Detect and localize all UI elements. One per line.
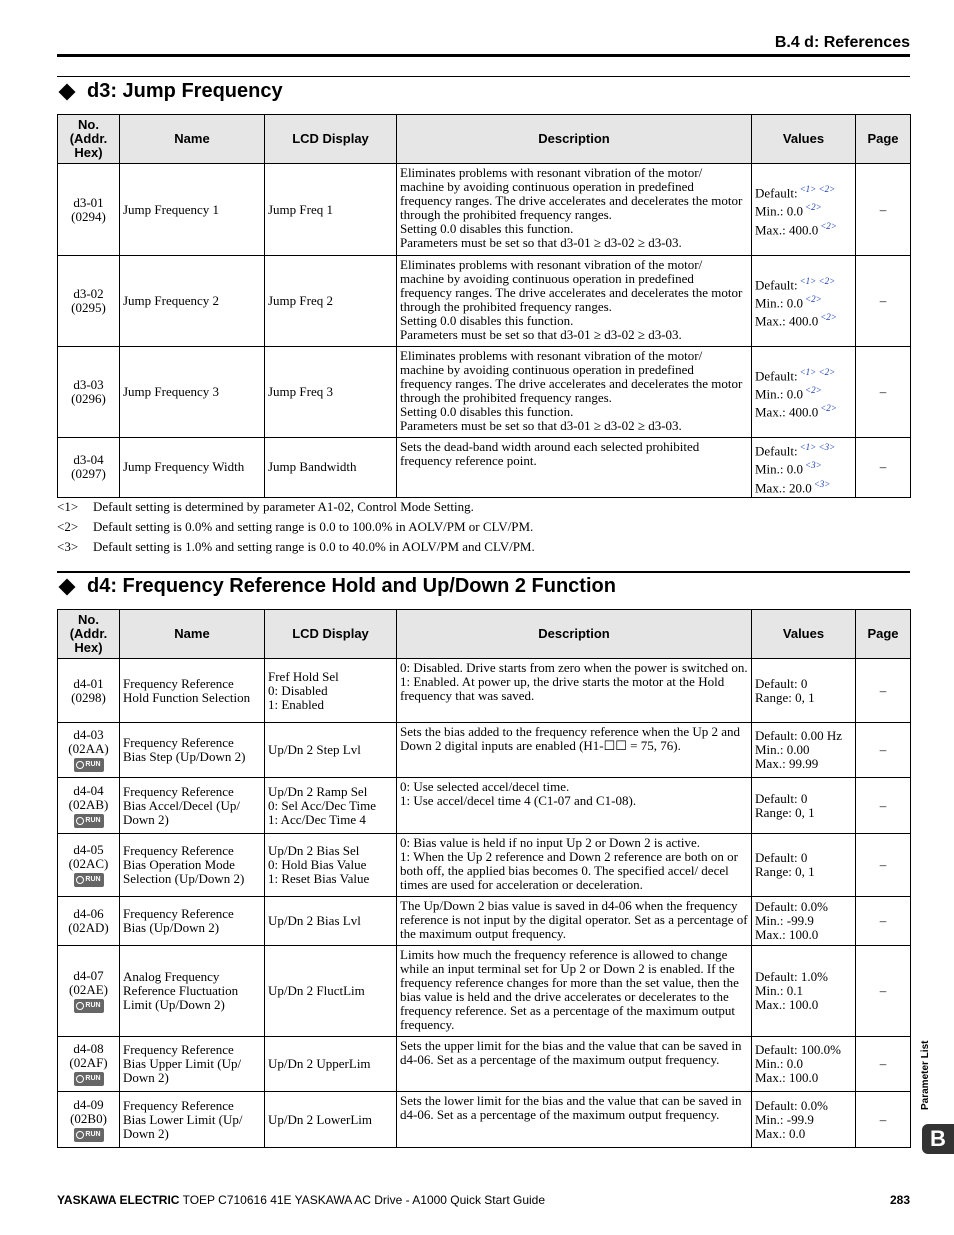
param-name: Frequency Reference Bias Step (Up/Down 2): [120, 723, 265, 778]
param-address: (02AE): [69, 982, 108, 997]
footnote-ref: <2>: [820, 403, 837, 414]
param-address: (02AC): [68, 856, 109, 871]
param-page: –: [856, 778, 911, 834]
d3-parameter-table: [57, 114, 911, 498]
value-max: Max.: 400.0: [755, 221, 819, 237]
footer-doc: [57, 1193, 545, 1207]
param-number: d4-01: [73, 675, 104, 691]
value-max: Max.: 400.0: [755, 313, 819, 329]
table-row: [58, 659, 911, 723]
param-address: (02B0): [70, 1110, 107, 1126]
param-number: d4-03: [73, 727, 104, 742]
col-header-name: Name: [120, 610, 265, 659]
param-lcd-display: Up/Dn 2 Step Lvl: [265, 723, 397, 778]
param-number-cell: [58, 897, 120, 946]
side-tab-label: Parameter List: [920, 1040, 931, 1110]
param-number: d4-09: [73, 1096, 104, 1112]
param-address: (0294): [71, 208, 106, 224]
param-number: d4-08: [73, 1041, 104, 1056]
footnote-ref: <1> <2>: [799, 184, 836, 194]
param-page: –: [856, 897, 911, 946]
run-label: RUN: [85, 816, 101, 824]
param-number: d4-07: [73, 968, 104, 983]
section-rule-d4: [57, 571, 910, 573]
value-default: Default:: [755, 185, 798, 201]
param-values: Default: 0 Range: 0, 1: [752, 659, 856, 723]
header-title: B.4 d: References: [774, 34, 910, 51]
param-lcd-display: Jump Freq 1: [265, 164, 397, 256]
section-title-d3-text: d3: Jump Frequency: [87, 80, 283, 102]
footnote-ref: <2>: [805, 293, 822, 304]
run-mode-icon: [74, 999, 104, 1013]
param-number: d3-04: [73, 452, 104, 468]
param-number-cell: [58, 946, 120, 1037]
param-lcd-display: Jump Bandwidth: [265, 438, 397, 498]
param-description: Sets the dead-band width around each selected prohibited frequency reference point.: [397, 438, 752, 498]
param-name: Frequency Reference Hold Function Selection: [120, 659, 265, 723]
param-number-cell: [58, 723, 120, 778]
param-lcd-display: Jump Freq 2: [265, 256, 397, 347]
param-number-cell: [58, 1092, 120, 1148]
param-number-cell: [58, 778, 120, 834]
param-number: d3-02: [73, 286, 104, 301]
param-name: Analog Frequency Reference Fluctuation Limit (Up/Down 2): [120, 946, 265, 1037]
side-tab-letter: B: [922, 1124, 954, 1154]
param-address: (02AF): [69, 1055, 108, 1070]
param-name: Frequency Reference Bias Operation Mode Selection (Up/Down 2): [120, 834, 265, 897]
param-name: Frequency Reference Bias Accel/Decel (Up/ Down 2): [120, 778, 265, 834]
param-description: Eliminates problems with resonant vibration of the motor/ machine by avoiding continuous operation in predefined frequency ranges. The drive accelerates and decelerates the motor through the prohibited frequency ranges. Setting 0.0 disables this function. Parameters must be set so that d3-01 ≥ d3-02 ≥ d3-03.: [397, 347, 752, 438]
footnote-ref: <2>: [820, 312, 837, 323]
param-address: (0297): [71, 466, 106, 482]
footnote-ref: <1> <3>: [799, 442, 836, 452]
run-mode-icon: [74, 1128, 104, 1142]
param-description: 0: Bias value is held if no input Up 2 or Down 2 is active. 1: When the Up 2 reference and Down 2 reference are both on or both off, the applied bias becomes 0. The specified accel/ decel times are used for acceleration or deceleration.: [397, 834, 752, 897]
run-mode-icon: [74, 814, 104, 828]
run-mode-icon: [74, 758, 104, 772]
param-lcd-display: Jump Freq 3: [265, 347, 397, 438]
footnote: <2> Default setting is 0.0% and setting range is 0.0 to 100.0% in AOLV/PM or CLV/PM.: [57, 519, 534, 534]
section-title-d3: [57, 80, 283, 103]
param-values: Default: 0.0% Min.: -99.9 Max.: 0.0: [752, 1092, 856, 1148]
col-header-description: Description: [397, 610, 752, 659]
section-title-d4: [57, 575, 616, 598]
footer-page-number: 283: [889, 1193, 910, 1207]
run-mode-icon: [74, 1072, 104, 1086]
param-name: Jump Frequency 3: [120, 347, 265, 438]
param-description: 0: Disabled. Drive starts from zero when the power is switched on. 1: Enabled. At power up, the drive starts the motor at the Hold frequency that was saved.: [397, 659, 752, 723]
param-number: d3-01: [73, 194, 104, 210]
param-values: Default: 0.0% Min.: -99.9 Max.: 100.0: [752, 897, 856, 946]
table-row: [58, 1037, 911, 1092]
value-default: Default:: [755, 367, 798, 383]
run-circle-icon: [76, 1131, 84, 1139]
param-page: –: [856, 834, 911, 897]
run-label: RUN: [85, 876, 101, 883]
param-lcd-display: Up/Dn 2 Ramp Sel 0: Sel Acc/Dec Time 1: Acc/Dec Time 4: [265, 778, 397, 834]
value-min: Min.: 0.0: [755, 461, 804, 477]
col-header-values: Values: [752, 610, 856, 659]
param-description: Sets the upper limit for the bias and the value that can be saved in d4-06. Set as a percentage of the maximum output frequency.: [397, 1037, 752, 1092]
param-number-cell: [58, 347, 120, 438]
param-number-cell: [58, 164, 120, 256]
param-number: d4-06: [73, 906, 104, 921]
param-lcd-display: Fref Hold Sel 0: Disabled 1: Enabled: [265, 659, 397, 723]
param-lcd-display: Up/Dn 2 Bias Lvl: [265, 897, 397, 946]
col-header-no: No. (Addr. Hex): [58, 610, 120, 659]
table-row: [58, 438, 911, 498]
param-description: Sets the bias added to the frequency reference when the Up 2 and Down 2 digital inputs are enabled (H1-☐☐ = 75, 76).: [397, 723, 752, 778]
run-circle-icon: [76, 817, 84, 825]
col-header-description: Description: [397, 115, 752, 164]
footer-brand: YASKAWA ELECTRIC: [57, 1193, 180, 1207]
param-description: Sets the lower limit for the bias and the value that can be saved in d4-06. Set as a percentage of the maximum output frequency.: [397, 1092, 752, 1148]
param-values: Default: 0 Range: 0, 1: [752, 778, 856, 834]
param-name: Frequency Reference Bias Upper Limit (Up/ Down 2): [120, 1037, 265, 1092]
col-header-values: Values: [752, 115, 856, 164]
value-max: Max.: 400.0: [755, 404, 819, 420]
table-row: [58, 778, 911, 834]
param-values: Default: 1.0% Min.: 0.1 Max.: 100.0: [752, 946, 856, 1037]
table-row: [58, 897, 911, 946]
table-row: [58, 347, 911, 438]
footer-doc-title: TOEP C710616 41E YASKAWA AC Drive - A1000 Quick Start Guide: [182, 1193, 546, 1207]
run-mode-icon: [74, 873, 104, 887]
footer: [57, 1193, 910, 1207]
run-circle-icon: [76, 1075, 84, 1083]
value-min: Min.: 0.0: [755, 203, 804, 219]
value-default: Default:: [755, 443, 798, 459]
run-circle-icon: [76, 1002, 84, 1010]
param-address: (0295): [71, 300, 106, 315]
param-name: Jump Frequency Width: [120, 438, 265, 498]
run-label: RUN: [85, 1002, 101, 1009]
param-values: [752, 347, 856, 438]
footnote-ref: <2>: [805, 202, 822, 213]
run-circle-icon: [76, 761, 84, 769]
footnote-ref: <3>: [813, 478, 831, 489]
param-address: (02AD): [68, 920, 109, 935]
col-header-name: Name: [120, 115, 265, 164]
col-header-lcd: LCD Display: [265, 115, 397, 164]
param-address: (0298): [71, 689, 106, 705]
param-values: Default: 100.0% Min.: 0.0 Max.: 100.0: [752, 1037, 856, 1092]
param-address: (0296): [71, 391, 106, 406]
footnote: <1> Default setting is determined by parameter A1-02, Control Mode Setting.: [57, 499, 474, 514]
diamond-bullet-icon: [59, 83, 76, 100]
value-min: Min.: 0.0: [755, 386, 804, 402]
param-name: Frequency Reference Bias (Up/Down 2): [120, 897, 265, 946]
param-description: Limits how much the frequency reference is allowed to change while an input terminal set for Up 2 or Down 2 is enabled. If the frequency reference changes for more than the set value, then the bias value is held and the drive accelerates or decelerates to the frequency reference. Set as a percentage of the maximum output frequency.: [397, 946, 752, 1037]
col-header-lcd: LCD Display: [265, 610, 397, 659]
param-page: –: [856, 256, 911, 347]
table-row: [58, 723, 911, 778]
table-row: [58, 1092, 911, 1148]
param-values: Default: 0.00 Hz Min.: 0.00 Max.: 99.99: [752, 723, 856, 778]
param-number-cell: [58, 659, 120, 723]
d4-parameter-table: [57, 609, 911, 1148]
footnote: <3> Default setting is 1.0% and setting range is 0.0 to 40.0% in AOLV/PM and CLV/PM.: [57, 539, 535, 554]
footnote-ref: <2>: [805, 384, 822, 395]
col-header-page: Page: [856, 610, 911, 659]
param-number-cell: [58, 438, 120, 498]
param-page: –: [856, 438, 911, 498]
param-page: –: [856, 1092, 911, 1148]
footnote-ref: <3>: [805, 460, 822, 471]
param-lcd-display: Up/Dn 2 Bias Sel 0: Hold Bias Value 1: Reset Bias Value: [265, 834, 397, 897]
col-header-page: Page: [856, 115, 911, 164]
param-page: –: [856, 723, 911, 778]
footnote-ref: <1> <2>: [799, 275, 836, 286]
run-label: RUN: [85, 761, 101, 768]
col-header-no: No. (Addr. Hex): [58, 115, 120, 164]
table-row: [58, 164, 911, 256]
footnote-ref: <1> <2>: [799, 366, 836, 377]
param-lcd-display: Up/Dn 2 FluctLim: [265, 946, 397, 1037]
table-row: [58, 834, 911, 897]
param-number-cell: [58, 1037, 120, 1092]
param-name: Jump Frequency 1: [120, 164, 265, 256]
run-label: RUN: [85, 1075, 101, 1082]
section-title-d4-text: d4: Frequency Reference Hold and Up/Down 2 Function: [87, 575, 616, 597]
param-page: –: [856, 164, 911, 256]
d3-footnotes: [57, 497, 535, 557]
param-number: d3-03: [73, 377, 104, 392]
param-page: –: [856, 1037, 911, 1092]
param-name: Jump Frequency 2: [120, 256, 265, 347]
param-description: The Up/Down 2 bias value is saved in d4-06 when the frequency reference is not input by the digital operator. Set as a percentage of the maximum output frequency.: [397, 897, 752, 946]
param-description: Eliminates problems with resonant vibration of the motor/ machine by avoiding continuous operation in predefined frequency ranges. The drive accelerates and decelerates the motor through the prohibited frequency ranges. Setting 0.0 disables this function. Parameters must be set so that d3-01 ≥ d3-02 ≥ d3-03.: [397, 164, 752, 256]
param-address: (02AA): [68, 741, 109, 756]
param-number-cell: [58, 834, 120, 897]
param-values: Default: 0 Range: 0, 1: [752, 834, 856, 897]
param-page: –: [856, 946, 911, 1037]
param-values: [752, 438, 856, 498]
value-default: Default:: [755, 276, 798, 292]
param-lcd-display: Up/Dn 2 LowerLim: [265, 1092, 397, 1148]
param-page: –: [856, 659, 911, 723]
param-page: –: [856, 347, 911, 438]
table-row: [58, 256, 911, 347]
header-rule: [57, 54, 910, 57]
param-address: (02AB): [68, 796, 109, 812]
param-number: d4-04: [73, 782, 104, 798]
param-lcd-display: Up/Dn 2 UpperLim: [265, 1037, 397, 1092]
param-description: Eliminates problems with resonant vibration of the motor/ machine by avoiding continuous operation in predefined frequency ranges. The drive accelerates and decelerates the motor through the prohibited frequency ranges. Setting 0.0 disables this function. Parameters must be set so that d3-01 ≥ d3-02 ≥ d3-03.: [397, 256, 752, 347]
value-min: Min.: 0.0: [755, 295, 804, 311]
param-values: [752, 256, 856, 347]
run-label: RUN: [85, 1130, 101, 1138]
param-name: Frequency Reference Bias Lower Limit (Up/ Down 2): [120, 1092, 265, 1148]
table-row: [58, 946, 911, 1037]
param-number-cell: [58, 256, 120, 347]
section-rule-d3: [57, 76, 910, 77]
param-description: 0: Use selected accel/decel time. 1: Use accel/decel time 4 (C1-07 and C1-08).: [397, 778, 752, 834]
footnote-ref: <2>: [820, 220, 837, 231]
run-circle-icon: [76, 876, 84, 884]
diamond-bullet-icon: [59, 578, 76, 595]
value-max: Max.: 20.0: [755, 479, 812, 495]
param-number: d4-05: [73, 842, 104, 857]
param-values: [752, 164, 856, 256]
